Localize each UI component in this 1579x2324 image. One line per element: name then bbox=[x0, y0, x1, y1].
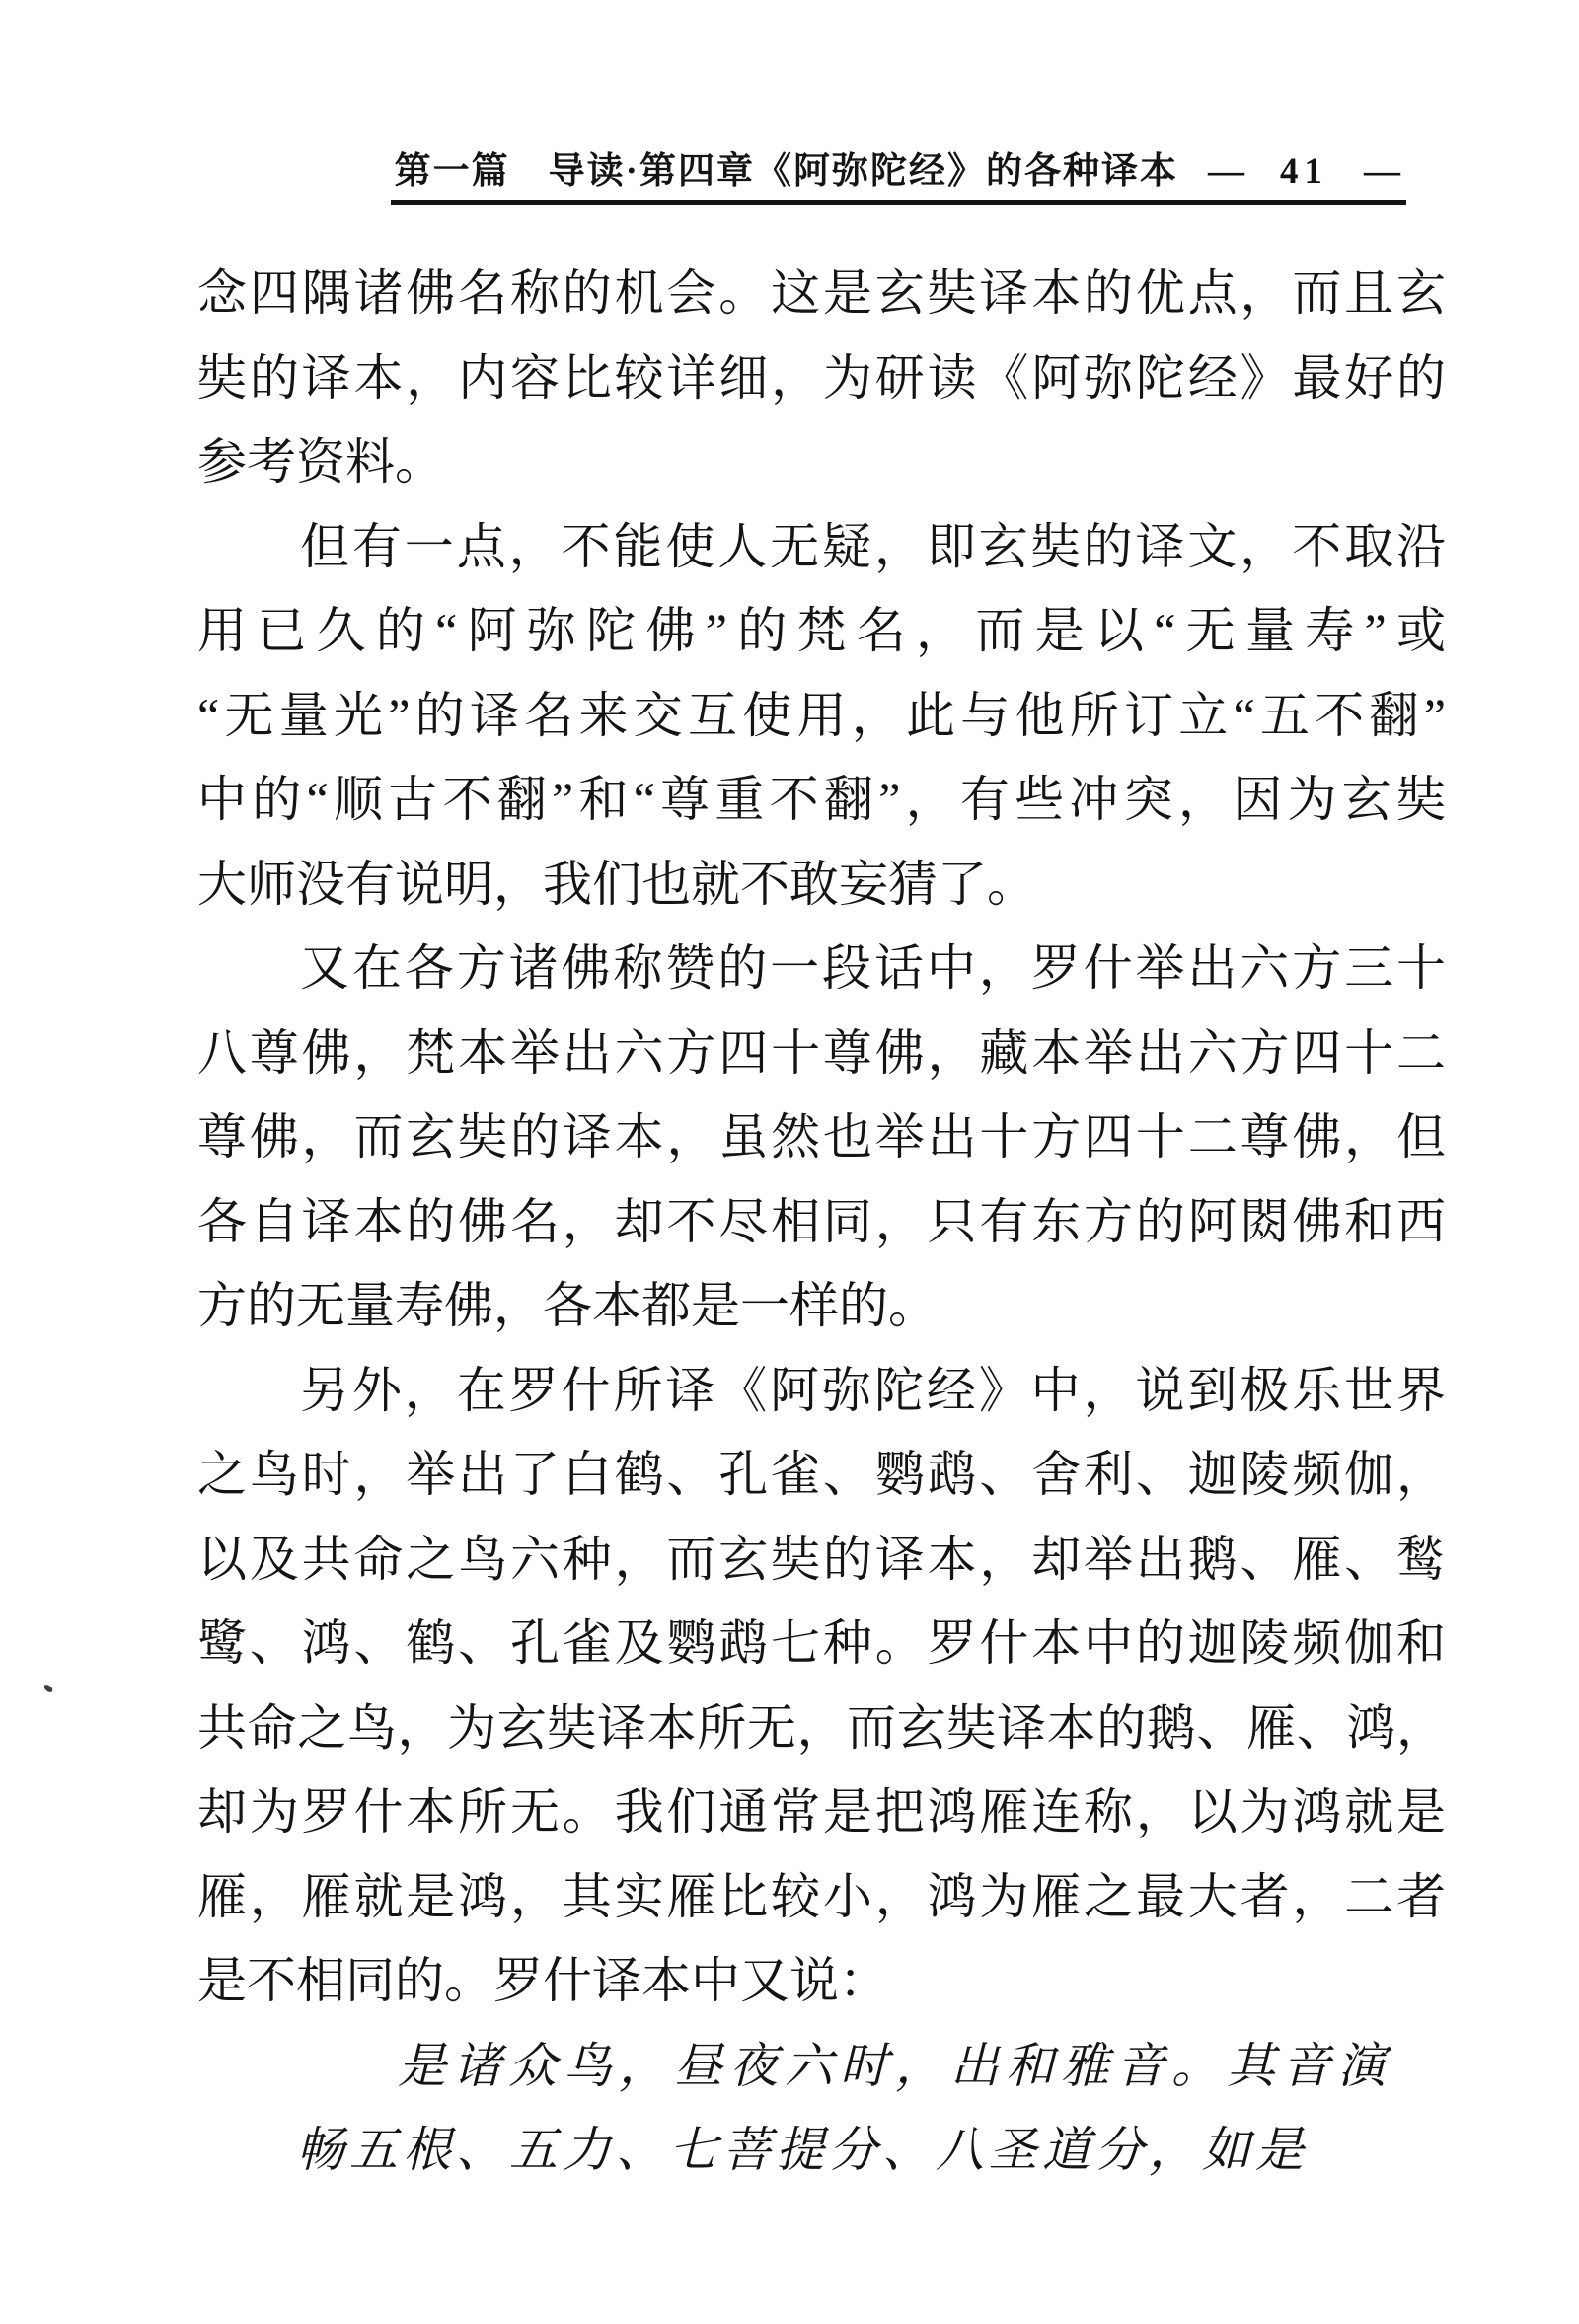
text-line: 尊佛，而玄奘的译本，虽然也举出十方四十二尊佛，但 bbox=[197, 1109, 1446, 1164]
text-line: 中的“顺古不翻”和“尊重不翻”，有些冲突，因为玄奘 bbox=[197, 772, 1446, 827]
text-line: 却为罗什本所无。我们通常是把鸿雁连称，以为鸿就是 bbox=[197, 1784, 1446, 1839]
text-line paragraph-end: 大师没有说明，我们也就不敢妄猜了。 bbox=[197, 856, 1036, 912]
text-line: 用已久的“阿弥陀佛”的梵名，而是以“无量寿”或 bbox=[197, 603, 1446, 658]
header-dash-left: — bbox=[1208, 151, 1246, 191]
running-header bbox=[391, 150, 1406, 205]
text-line: 八尊佛，梵本举出六方四十尊佛，藏本举出六方四十二 bbox=[197, 1024, 1446, 1081]
text-line paragraph-end: 参考资料。 bbox=[197, 434, 444, 489]
text-line: 奘的译本，内容比较详细，为研读《阿弥陀经》最好的 bbox=[197, 349, 1446, 406]
text-line: 以及共命之鸟六种，而玄奘的译本，却举出鹅、雁、鹙 bbox=[197, 1531, 1446, 1587]
text-line paragraph-start: 又在各方诸佛称赞的一段话中，罗什举出六方三十 bbox=[300, 940, 1446, 996]
text-line paragraph-start: 但有一点，不能使人无疑，即玄奘的译文，不取沿 bbox=[300, 518, 1446, 574]
text-line: 鹭、鸿、鹤、孔雀及鹦鹉七种。罗什本中的迦陵频伽和 bbox=[197, 1615, 1446, 1671]
header-dash-right: — bbox=[1364, 151, 1402, 191]
text-line: 雁，雁就是鸿，其实雁比较小，鸿为雁之最大者，二者 bbox=[197, 1868, 1446, 1924]
text-line: 共命之鸟，为玄奘译本所无，而玄奘译本的鹅、雁、鸿， bbox=[197, 1699, 1446, 1756]
text-line paragraph-start: 另外，在罗什所译《阿弥陀经》中，说到极乐世界 bbox=[300, 1362, 1446, 1418]
text-line: 之鸟时，举出了白鹤、孔雀、鹦鹉、舍利、迦陵频伽， bbox=[197, 1447, 1446, 1502]
text-line: 念四隅诸佛名称的机会。这是玄奘译本的优点，而且玄 bbox=[197, 265, 1446, 321]
sutra-quote-line: 畅五根、五力、七菩提分、八圣道分，如是 bbox=[296, 2123, 1310, 2177]
sutra-quote-line: 是诸众鸟，昼夜六时，出和雅音。其音演 bbox=[398, 2038, 1393, 2093]
text-line: “无量光”的译名来交互使用，此与他所订立“五不翻” bbox=[197, 687, 1446, 743]
text-line paragraph-end: 是不相同的。罗什译本中又说： bbox=[197, 1953, 888, 2008]
section-title: 第一篇 导读·第四章《阿弥陀经》的各种译本 bbox=[394, 151, 1178, 191]
text-line: 各自译本的佛名，却不尽相同，只有东方的阿閦佛和西 bbox=[197, 1193, 1446, 1249]
page-number: 41 bbox=[1280, 151, 1328, 191]
scan-speck bbox=[42, 1684, 54, 1694]
body-text bbox=[197, 252, 1446, 2193]
text-line paragraph-end: 方的无量寿佛，各本都是一样的。 bbox=[197, 1278, 938, 1333]
